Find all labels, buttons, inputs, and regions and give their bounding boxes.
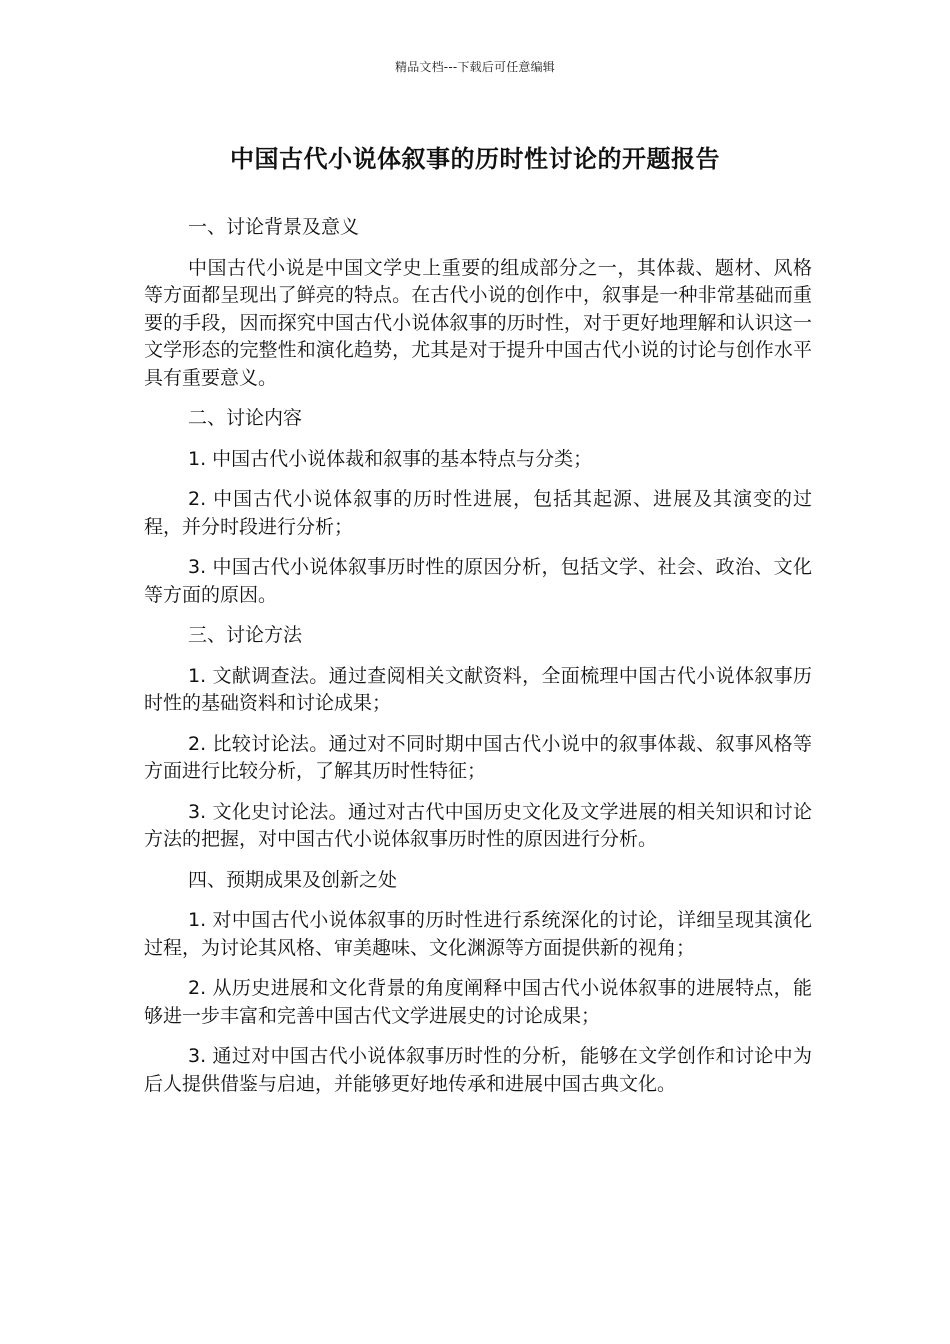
list-item-content-1: 1. 中国古代小说体裁和叙事的基本特点与分类； — [188, 447, 593, 470]
list-item-method-2: 2. 比较讨论法。通过对不同时期中国古代小说中的叙事体裁、叙事风格等方面进行比较分析，了解其历时性特征； — [144, 732, 812, 782]
document-body — [144, 214, 812, 1111]
section-heading-background: 一、讨论背景及意义 — [188, 216, 360, 238]
list-item-method-3: 3. 文化史讨论法。通过对古代中国历史文化及文学进展的相关知识和讨论方法的把握，对中国古代小说体叙事历时性的原因进行分析。 — [144, 800, 812, 850]
list-item-content-2: 2. 中国古代小说体叙事的历时性进展，包括其起源、进展及其演变的过程，并分时段进行分析； — [144, 488, 812, 538]
list-item-outcome-2: 2. 从历史进展和文化背景的角度阐释中国古代小说体叙事的进展特点，能够进一步丰富和完善中国古代文学进展史的讨论成果； — [144, 977, 812, 1027]
paragraph-background: 中国古代小说是中国文学史上重要的组成部分之一，其体裁、题材、风格等方面都呈现出了鲜亮的特点。在古代小说的创作中，叙事是一种非常基础而重要的手段，因而探究中国古代小说体叙事的历时性，对于更好地理解和认识这一文学形态的完整性和演化趋势，尤其是对于提升中国古代小说的讨论与创作水平具有重要意义。 — [144, 256, 812, 389]
section-heading-content: 二、讨论内容 — [188, 407, 303, 429]
list-item-outcome-3: 3. 通过对中国古代小说体叙事历时性的分析，能够在文学创作和讨论中为后人提供借鉴与启迪，并能够更好地传承和进展中国古典文化。 — [144, 1045, 812, 1095]
section-heading-outcomes: 四、预期成果及创新之处 — [188, 868, 398, 891]
list-item-outcome-1: 1. 对中国古代小说体叙事的历时性进行系统深化的讨论，详细呈现其演化过程，为讨论其风格、审美趣味、文化渊源等方面提供新的视角； — [144, 909, 812, 959]
list-item-method-1: 1. 文献调查法。通过查阅相关文献资料，全面梳理中国古代小说体叙事历时性的基础资料和讨论成果； — [144, 664, 812, 714]
list-item-content-3: 3. 中国古代小说体叙事历时性的原因分析，包括文学、社会、政治、文化等方面的原因。 — [144, 556, 812, 606]
section-heading-methods: 三、讨论方法 — [188, 624, 303, 646]
document-title: 中国古代小说体叙事的历时性讨论的开题报告 — [230, 145, 720, 173]
header-note: 精品文档---下载后可任意编辑 — [395, 60, 555, 74]
